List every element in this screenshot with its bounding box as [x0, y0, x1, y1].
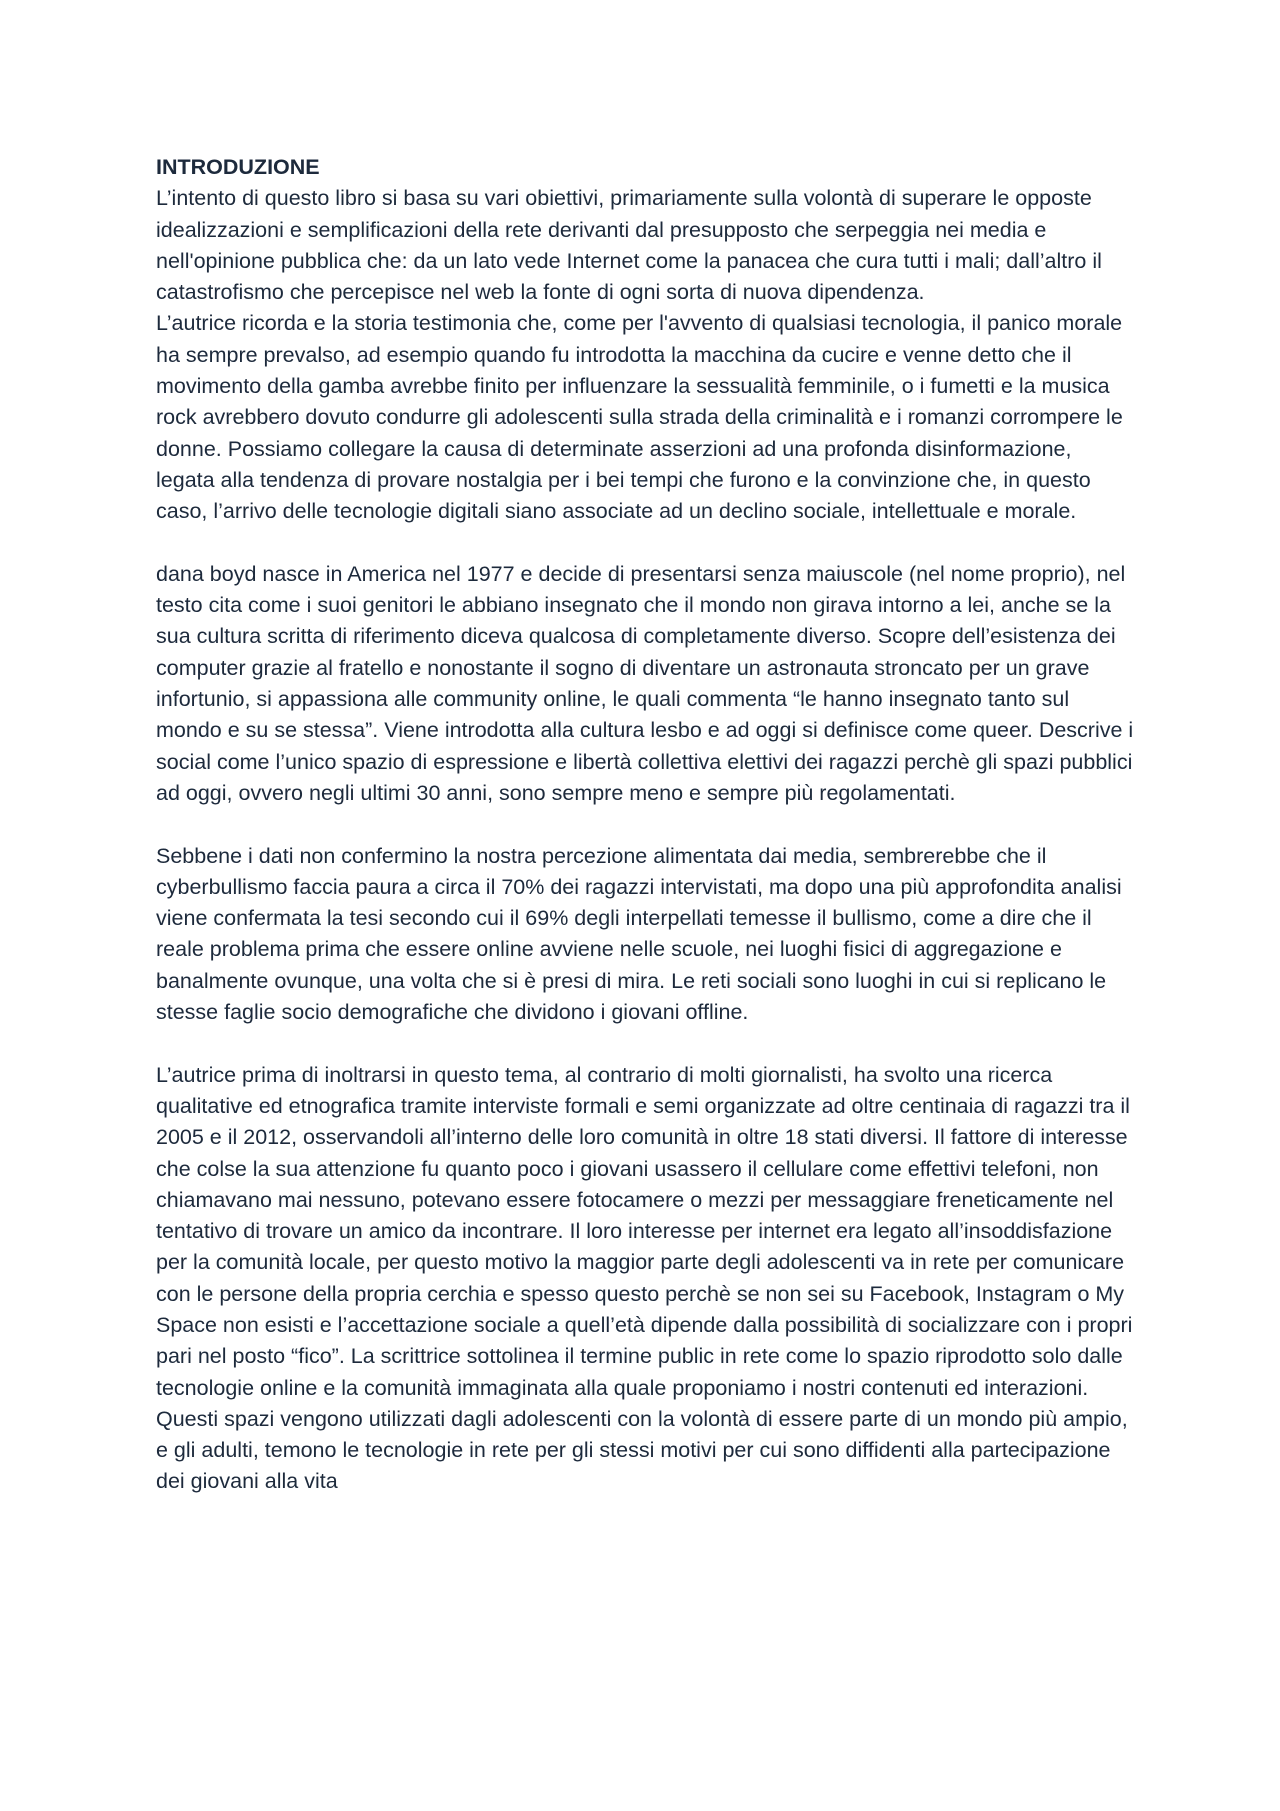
paragraph-spacer: [156, 528, 1136, 559]
paragraph-cyberbullying: Sebbene i dati non confermino la nostra percezione alimentata dai media, sembrerebbe che il cyberbullismo faccia paura a circa il 70% dei ragazzi intervistati, ma dopo una più approfondita analisi viene confermata la tesi secondo cui il 69% degli interpellati temesse il bullismo, come a dire che il reale problema prima che essere online avviene nelle scuole, nei luoghi fisici di aggregazione e banalmente ovunque, una volta che si è presi di mira. Le reti sociali sono luoghi in cui si replicano le stesse faglie socio demografiche che dividono i giovani offline.: [156, 843, 1122, 1025]
paragraph-author-bio: dana boyd nasce in America nel 1977 e decide di presentarsi senza maiuscole (nel nome proprio), nel testo cita come i suoi genitori le abbiano insegnato che il mondo non girava intorno a lei, anche se la sua cultura scritta di riferimento diceva qualcosa di completamente diverso. Scopre dell’esistenza dei computer grazie al fratello e nonostante il sogno di diventare un astronauta stroncato per un grave infortunio, si appassiona alle community online, le quali commenta “le hanno insegnato tanto sul mondo e su se stessa”. Viene introdotta alla cultura lesbo e ad oggi si definisce come queer. Descrive i social come l’unico spazio di espressione e libertà collettiva elettivi dei ragazzi perchè gli spazi pubblici ad oggi, ovvero negli ultimi 30 anni, sono sempre meno e sempre più regolamentati.: [156, 561, 1134, 805]
paragraph-spacer: [156, 809, 1136, 840]
paragraph-research: L’autrice prima di inoltrarsi in questo tema, al contrario di molti giornalisti, ha svolto una ricerca qualitative ed etnografica tramite interviste formali e semi organizzate ad oltre centinaia di ragazzi tra il 2005 e il 2012, osservandoli all’interno delle loro comunità in oltre 18 stati diversi. Il fattore di interesse che colse la sua attenzione fu quanto poco i giovani usassero il cellulare come effettivi telefoni, non chiamavano mai nessuno, potevano essere fotocamere o mezzi per messaggiare freneticamente nel tentativo di trovare un amico da incontrare. Il loro interesse per internet era legato all’insoddisfazione per la comunità locale, per questo motivo la maggior parte degli adolescenti va in rete per comunicare con le persone della propria cerchia e spesso questo perchè se non sei su Facebook, Instagram o My Space non esisti e l’accettazione sociale a quell’età dipende dalla possibilità di socializzare con i propri pari nel posto “fico”. La scrittrice sottolinea il termine public in rete come lo spazio riprodotto solo dalle tecnologie online e la comunità immaginata alla quale proponiamo i nostri contenuti ed interazioni. Questi spazi vengono utilizzati dagli adolescenti con la volontà di essere parte di un mondo più ampio, e gli adulti, temono le tecnologie in rete per gli stessi motivi per cui sono diffidenti alla partecipazione dei giovani alla vita: [156, 1062, 1133, 1494]
paragraph-intent: L’intento di questo libro si basa su vari obiettivi, primariamente sulla volontà di superare le opposte idealizzazioni e semplificazioni della rete derivanti dal presupposto che serpeggia nei media e nell'opinione pubblica che: da un lato vede Internet come la panacea che cura tutti i mali; dall’altro il catastrofismo che percepisce nel web la fonte di ogni sorta di nuova dipendenza.: [156, 186, 1102, 305]
section-heading: INTRODUZIONE: [156, 155, 320, 179]
paragraph-spacer: [156, 1028, 1136, 1059]
document-page: [156, 152, 1136, 1498]
paragraph-moral-panic: L’autrice ricorda e la storia testimonia che, come per l'avvento di qualsiasi tecnologia, il panico morale ha sempre prevalso, ad esempio quando fu introdotta la macchina da cucire e venne detto che il movimento della gamba avrebbe finito per influenzare la sessualità femminile, o i fumetti e la musica rock avrebbero dovuto condurre gli adolescenti sulla strada della criminalità e i romanzi corrompere le donne. Possiamo collegare la causa di determinate asserzioni ad una profonda disinformazione, legata alla tendenza di provare nostalgia per i bei tempi che furono e la convinzione che, in questo caso, l’arrivo delle tecnologie digitali siano associate ad un declino sociale, intellettuale e morale.: [156, 311, 1123, 524]
